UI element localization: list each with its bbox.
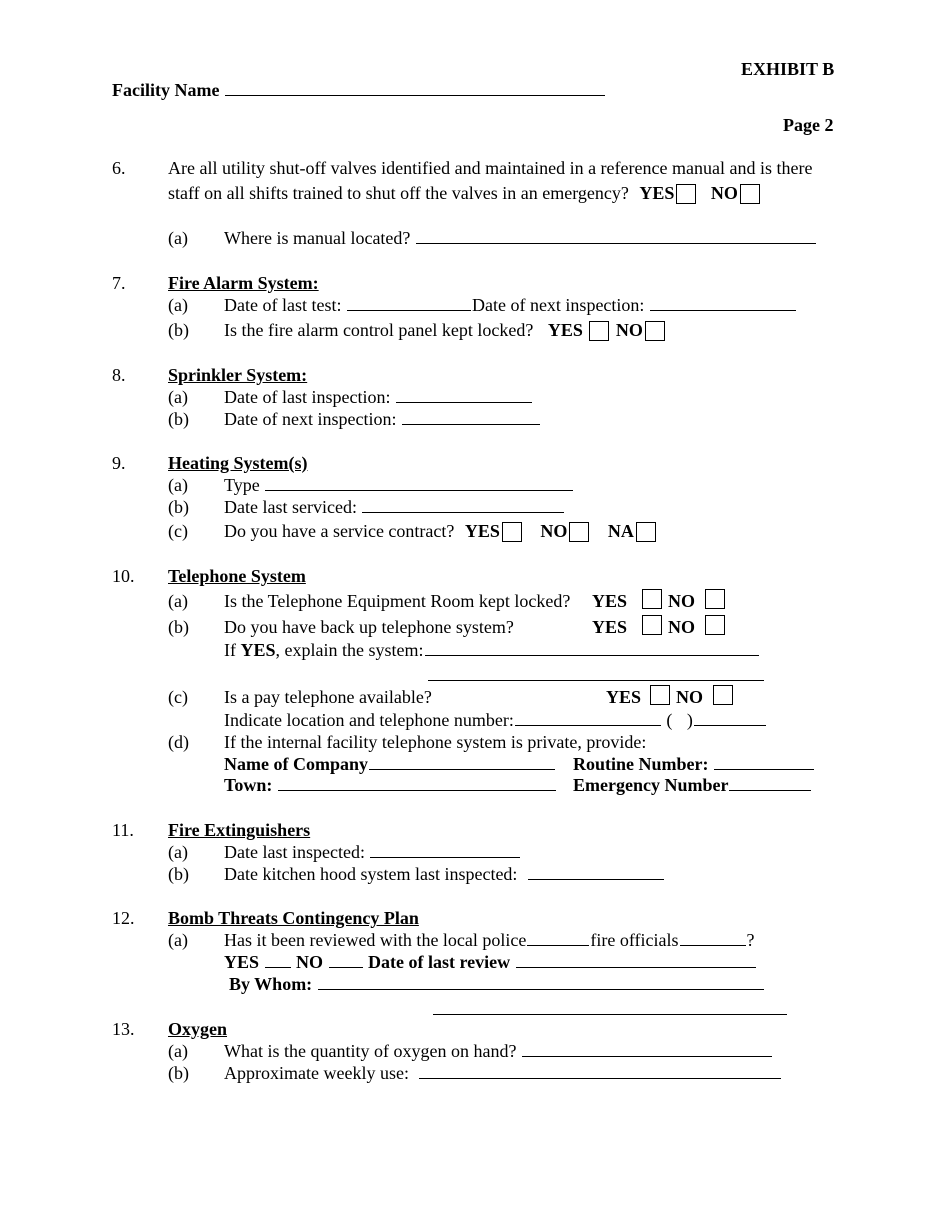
q10c-paren-open: ( [666,710,673,730]
q10b-no-label: NO [668,617,695,637]
q10d-routine-label: Routine Number: [573,754,709,774]
q10b-no-checkbox[interactable] [705,615,725,635]
q7a-row [224,296,797,314]
q12a-q: ? [746,930,755,950]
q10c-no-checkbox[interactable] [713,685,733,705]
q7b-yes-label: YES [547,320,583,340]
q6-line1: Are all utility shut-off valves identified and maintained in a reference manual and is there [168,158,813,178]
q11-title: Fire Extinguishers [168,820,311,840]
q7b-no-checkbox[interactable] [645,321,665,341]
q8-title: Sprinkler System: [168,365,308,385]
q13b-row [224,1064,782,1082]
q10a-no-checkbox[interactable] [705,589,725,609]
q6-no-checkbox[interactable] [740,184,760,204]
q7b-no-label: NO [615,320,643,340]
fire-officials-field[interactable] [680,931,746,946]
q11b-row [224,865,665,883]
q9b-row [224,498,565,516]
q6-number: 6. [112,158,126,178]
sprinkler-next-inspection-field[interactable] [402,410,540,425]
q12-date-review-label: Date of last review [368,952,511,972]
q6-no-label: NO [710,183,738,203]
q10c-label: (c) [168,687,188,707]
q10c-no-label: NO [676,687,703,707]
q12a-text2: fire officials [590,930,679,950]
q13a-label: (a) [168,1041,188,1061]
q9c-na-label: NA [607,521,634,541]
q10a-text: Is the Telephone Equipment Room kept locked? [224,591,571,611]
q8a-label: (a) [168,387,188,407]
emergency-number-field[interactable] [729,776,811,791]
q10d-label: (d) [168,732,189,752]
manual-location-field[interactable] [416,229,816,244]
pay-phone-number-field[interactable] [694,711,766,726]
q13b-text: Approximate weekly use: [224,1063,409,1083]
q10a-yes-label: YES [592,591,628,611]
q10c-yes-label: YES [606,687,642,707]
q12-no-label: NO [296,952,324,972]
q10-title: Telephone System [168,566,306,586]
q10b-yes-label: YES [592,617,628,637]
pay-phone-location-field[interactable] [515,711,661,726]
q12-by-whom-label: By Whom: [229,974,313,994]
routine-number-field[interactable] [714,755,814,770]
company-name-field[interactable] [369,755,555,770]
q9-number: 9. [112,453,126,473]
facility-name-label [112,81,606,99]
extinguisher-inspected-field[interactable] [370,843,520,858]
next-inspection-field[interactable] [650,296,796,311]
q13-title: Oxygen [168,1019,228,1039]
q11a-label: (a) [168,842,188,862]
q8b-text: Date of next inspection: [224,409,397,429]
q9-title: Heating System(s) [168,453,308,473]
backup-system-explain-line2[interactable] [428,680,764,681]
town-field[interactable] [278,776,556,791]
kitchen-hood-inspected-field[interactable] [528,865,664,880]
q10c-indicate: Indicate location and telephone number: [224,710,514,730]
q12-review-row [224,953,757,971]
q11a-row [224,843,521,861]
oxygen-quantity-field[interactable] [522,1042,772,1057]
q6-yes-label: YES [639,183,675,203]
q6-line2-row [168,184,762,204]
q10b-if: If [224,640,236,660]
q7b-yes-checkbox[interactable] [589,321,609,341]
heating-last-serviced-field[interactable] [362,498,564,513]
q10c-indicate-row [224,711,767,729]
q9c-yes-checkbox[interactable] [502,522,522,542]
q9c-row [224,522,658,542]
q6-yes-checkbox[interactable] [676,184,696,204]
q11b-text: Date kitchen hood system last inspected: [224,864,518,884]
q7b-row [224,321,667,341]
backup-system-explain-field[interactable] [425,641,759,656]
q6a-label: (a) [168,228,188,248]
q7a-text1: Date of last test: [224,295,342,315]
q10b-explain: , explain the system: [275,640,424,660]
q10c-text: Is a pay telephone available? [224,687,432,707]
q12-by-whom-row [229,975,765,993]
q9b-text: Date last serviced: [224,497,357,517]
q10d-company-label: Name of Company [224,754,368,774]
q7a-text2: Date of next inspection: [471,295,645,315]
q7b-label: (b) [168,320,189,340]
q10c-yes-checkbox[interactable] [650,685,670,705]
date-last-review-field[interactable] [516,953,756,968]
q10a-label: (a) [168,591,188,611]
last-test-field[interactable] [347,296,471,311]
facility-name-text: Facility Name [112,80,220,100]
q9a-row [224,476,574,494]
q6a-text: Where is manual located? [224,228,411,248]
q13a-row [224,1042,773,1060]
facility-name-field[interactable] [225,81,605,96]
q12a-text1: Has it been reviewed with the local police [224,930,527,950]
exhibit-label: EXHIBIT B [741,59,835,79]
sprinkler-last-inspection-field[interactable] [396,388,532,403]
q6-line2: staff on all shifts trained to shut off the valves in an emergency? [168,183,629,203]
q10b-yes-checkbox[interactable] [642,615,662,635]
q9c-no-label: NO [540,521,568,541]
q8-number: 8. [112,365,126,385]
q12a-label: (a) [168,930,188,950]
heating-type-field[interactable] [265,476,573,491]
q13a-text: What is the quantity of oxygen on hand? [224,1041,517,1061]
q9c-no-checkbox[interactable] [569,522,589,542]
q8a-text: Date of last inspection: [224,387,391,407]
q10d-town-label: Town: [224,775,273,795]
q10b-if-yes: YES [240,640,276,660]
q12-number: 12. [112,908,135,928]
q7-number: 7. [112,273,126,293]
q10a-yes-checkbox[interactable] [642,589,662,609]
q10d-emergency-label: Emergency Number [573,775,729,795]
q12a-row [224,931,755,949]
q10b-text: Do you have back up telephone system? [224,617,514,637]
q7-title: Fire Alarm System: [168,273,319,293]
local-police-field[interactable] [527,931,589,946]
q13b-label: (b) [168,1063,189,1083]
q12-yes-field[interactable] [265,953,291,968]
q7b-text: Is the fire alarm control panel kept locked? [224,320,534,340]
q10d-company-row [224,755,556,773]
q12-no-field[interactable] [329,953,363,968]
q10c-paren-close: ) [686,710,693,730]
q8a-row [224,388,533,406]
q10d-town-row [224,776,557,794]
q11a-text: Date last inspected: [224,842,365,862]
q9c-yes-label: YES [464,521,500,541]
q11-number: 11. [112,820,134,840]
q10-number: 10. [112,566,135,586]
q9c-label: (c) [168,521,188,541]
q9a-text: Type [224,475,260,495]
q10d-emergency-row [573,776,812,794]
q10b-label: (b) [168,617,189,637]
q10d-text: If the internal facility telephone system is private, provide: [224,732,647,752]
q8b-row [224,410,541,428]
by-whom-line2[interactable] [433,1014,787,1015]
q9c-na-checkbox[interactable] [636,522,656,542]
oxygen-weekly-use-field[interactable] [419,1064,781,1079]
q9c-text: Do you have a service contract? [224,521,455,541]
q11b-label: (b) [168,864,189,884]
q6a-row [224,229,817,247]
q9a-label: (a) [168,475,188,495]
q12-yes-label: YES [224,952,260,972]
q9b-label: (b) [168,497,189,517]
q12-title: Bomb Threats Contingency Plan [168,908,419,928]
q8b-label: (b) [168,409,189,429]
q7a-label: (a) [168,295,188,315]
page-number: Page 2 [783,115,834,135]
q10d-routine-row [573,755,815,773]
q13-number: 13. [112,1019,135,1039]
q10b-explain-row [224,641,760,659]
by-whom-field[interactable] [318,975,764,990]
q10a-no-label: NO [668,591,695,611]
